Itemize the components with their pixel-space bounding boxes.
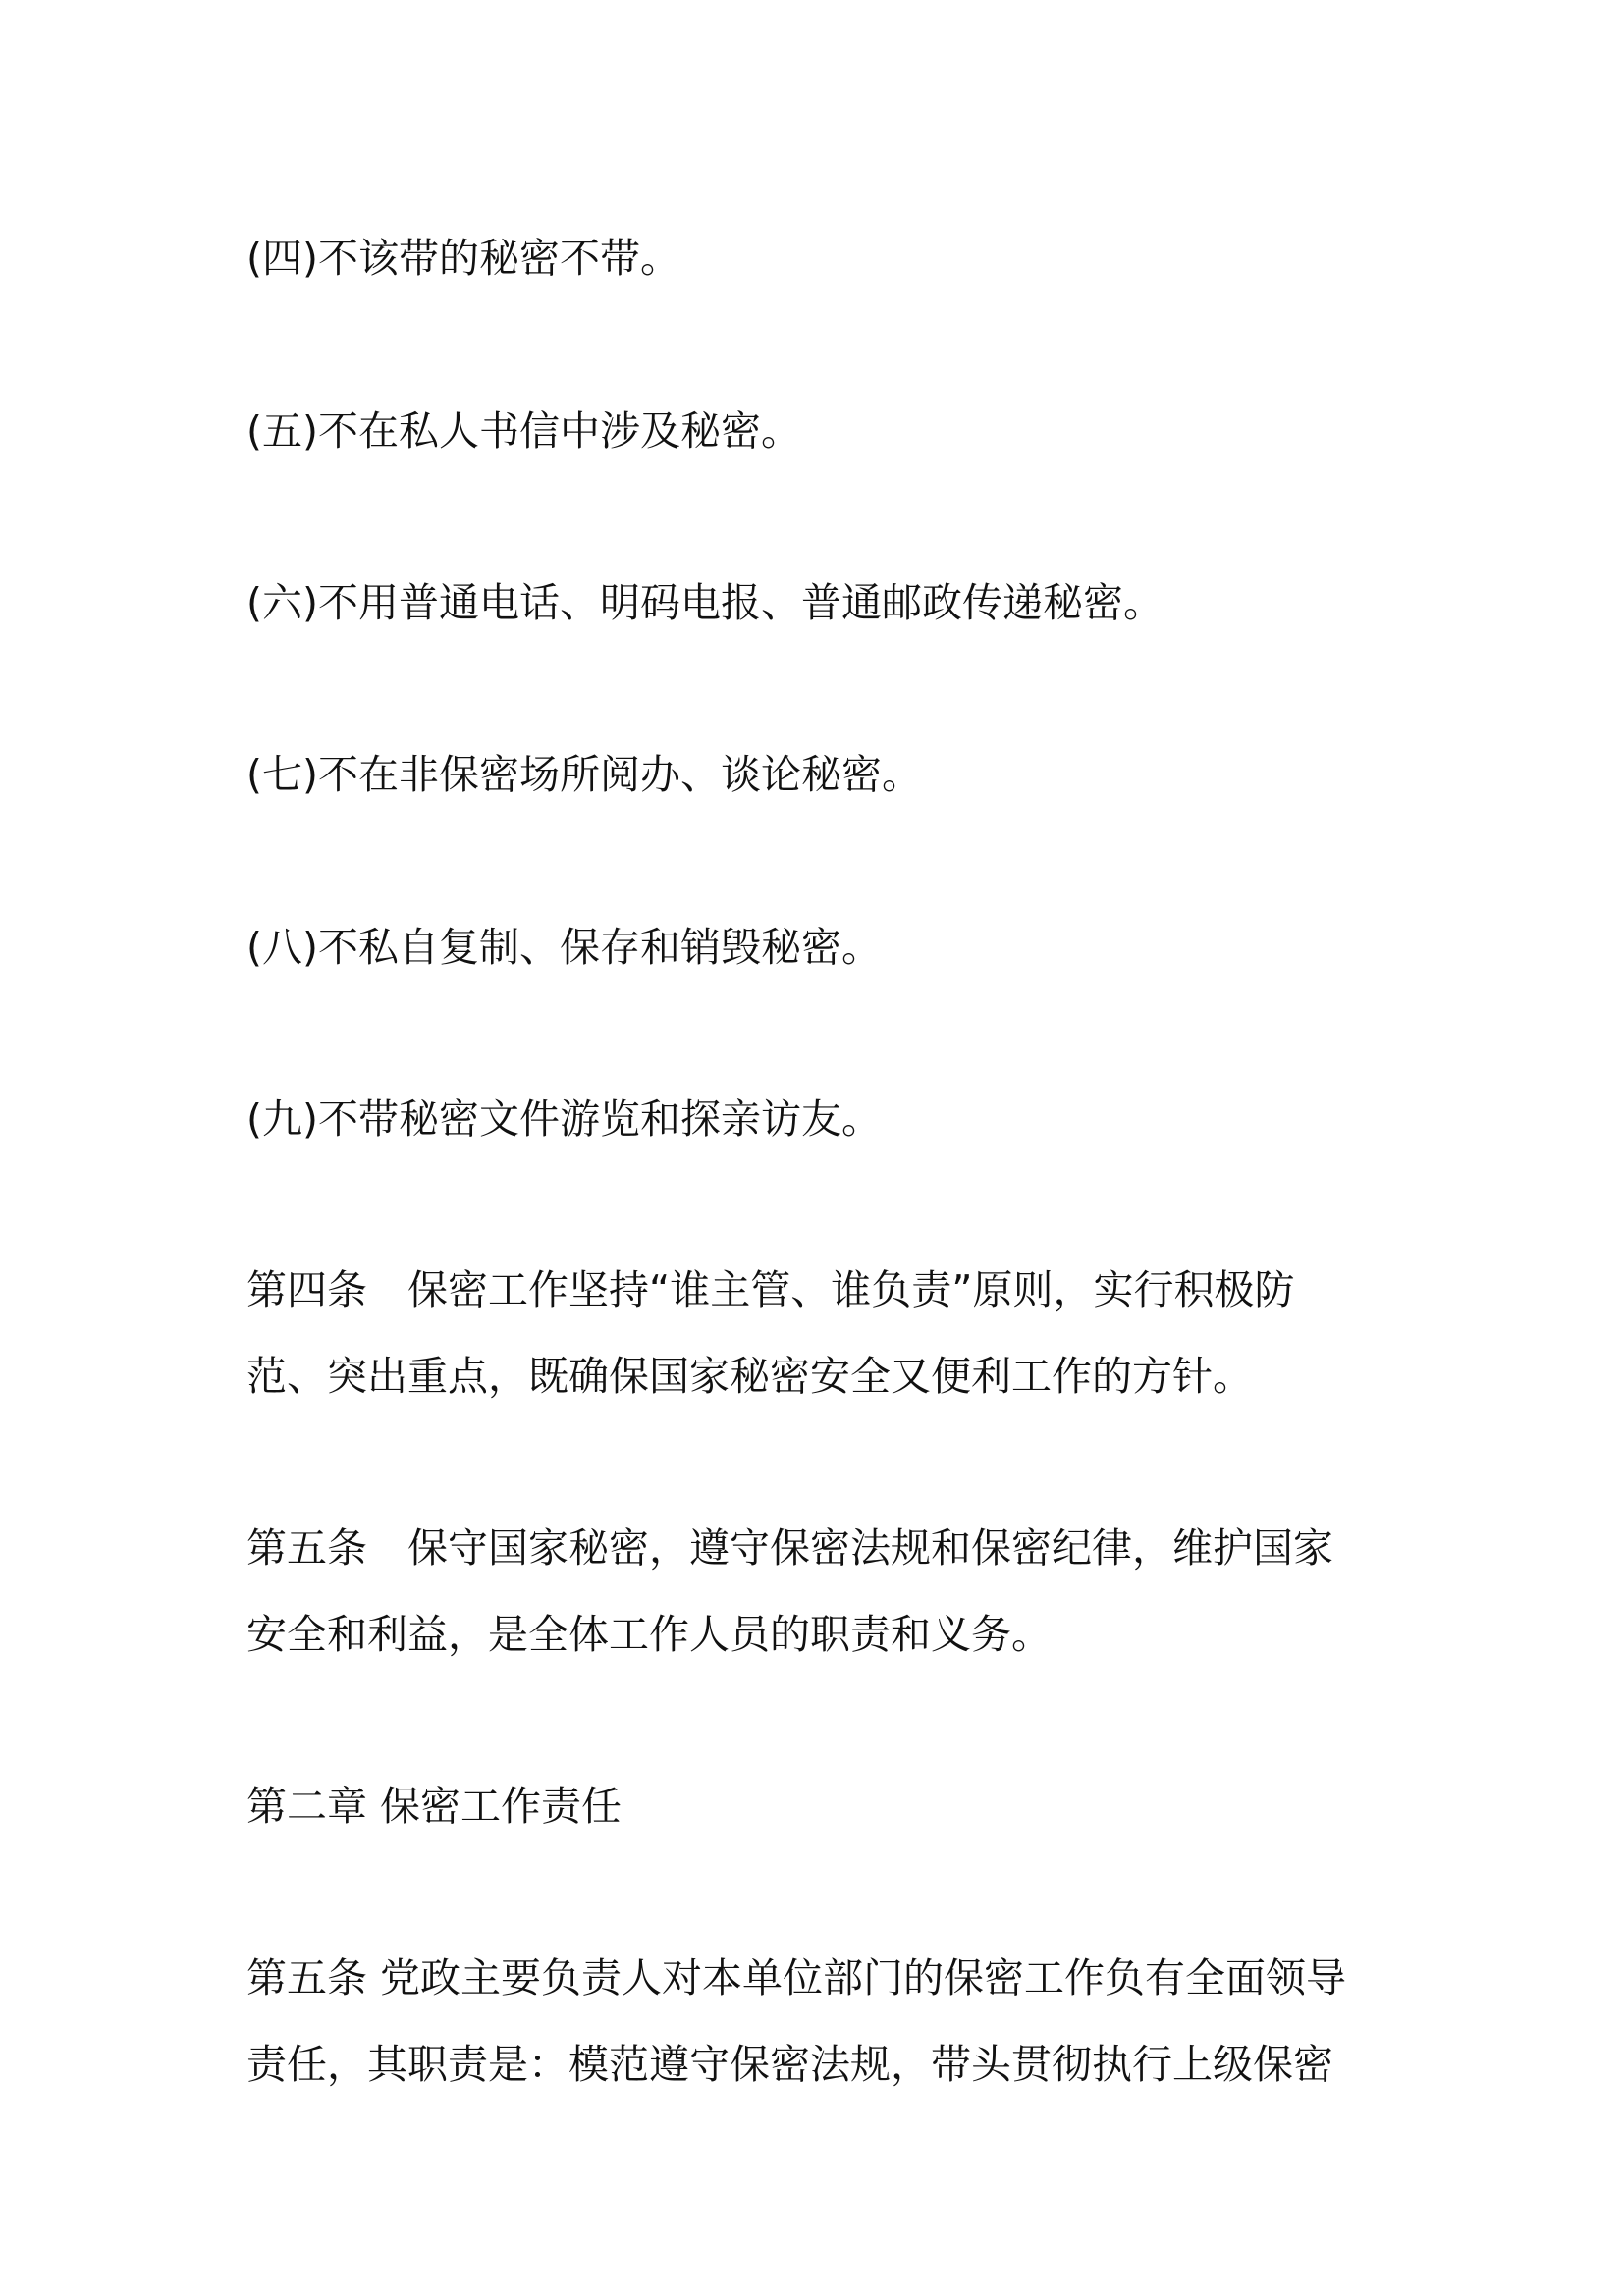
clause-item-7: (七)不在非保密场所阅办、谈论秘密。 (246, 751, 922, 798)
article-4-line-2: 范、突出重点，既确保国家秘密安全又便利工作的方针。 (246, 1353, 1253, 1400)
article-5b-line-2: 责任，其职责是：模范遵守保密法规，带头贯彻执行上级保密 (246, 2041, 1333, 2088)
article-5b-line-1: 第五条 党政主要负责人对本单位部门的保密工作负有全面领导 (246, 1954, 1347, 2002)
article-5-line-2: 安全和利益，是全体工作人员的职责和义务。 (246, 1611, 1052, 1658)
clause-item-9: (九)不带秘密文件游览和探亲访友。 (246, 1095, 882, 1143)
clause-item-4: (四)不该带的秘密不带。 (246, 235, 680, 282)
article-4-line-1: 第四条 保密工作坚持“谁主管、谁负责”原则，实行积极防 (246, 1266, 1295, 1313)
clause-item-5: (五)不在私人书信中涉及秘密。 (246, 407, 801, 454)
article-5-line-1: 第五条 保守国家秘密，遵守保密法规和保密纪律，维护国家 (246, 1524, 1333, 1572)
chapter-heading: 第二章 保密工作责任 (246, 1783, 623, 1830)
clause-item-6: (六)不用普通电话、明码电报、普通邮政传递秘密。 (246, 579, 1164, 626)
clause-item-8: (八)不私自复制、保存和销毁秘密。 (246, 924, 882, 971)
